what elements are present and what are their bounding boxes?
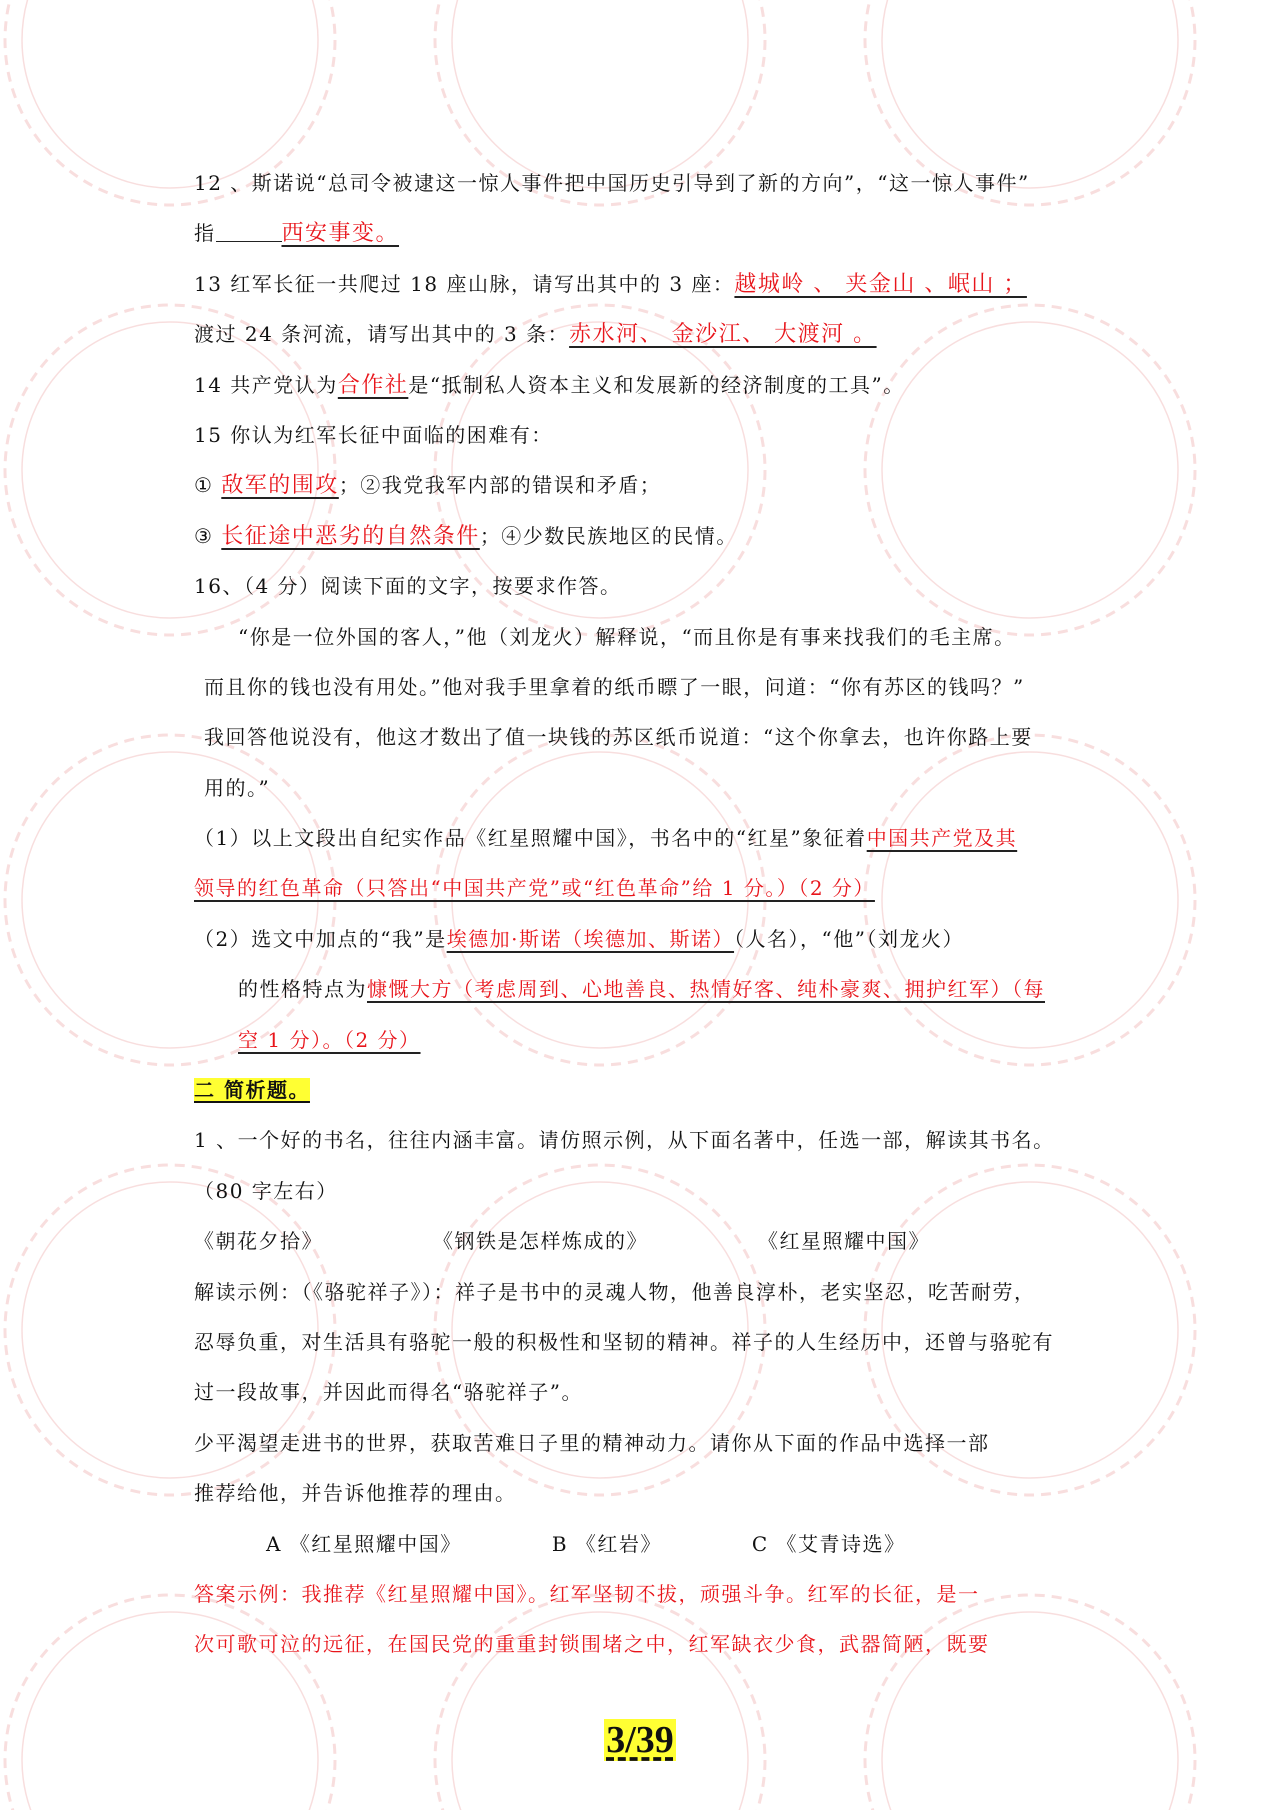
q16-sub1-answer-cont: 领导的红色革命（只答出“中国共产党”或“红色革命”给 1 分。）（2 分） [194,876,875,901]
q16-sub2-line2 [194,964,1094,1014]
q13-line2 [194,309,1094,359]
s2-q1-line: 1 、一个好的书名，往往内涵丰富。请仿照示例，从下面名著中，任选一部，解读其书名。 [194,1128,1055,1153]
q13-line1 [194,259,1094,309]
q12-blank [216,221,282,242]
s2-q2-line: 推荐给他，并告诉他推荐的理由。 [194,1481,517,1506]
s2-book-list [194,1216,1094,1266]
q16-passage-line: “你是一位外国的客人，”他（刘龙火）解释说，“而且你是有事来找我们的毛主席。 [238,624,1016,649]
q12-line2 [194,208,1094,258]
page-number-footer [0,1718,1280,1762]
q13-answer-mountains: 越城岭 、 夹金山 、岷山 ； [734,271,1027,297]
q16-stem: 16、（4 分）阅读下面的文字，按要求作答。 [194,574,622,599]
section2-heading-line [194,1065,1094,1115]
q16-sub1-line2 [194,863,1094,913]
page-number: 3/39 [606,1719,674,1761]
q16-passage-line: 而且你的钱也没有用处。”他对我手里拿着的纸币瞟了一眼，问道：“你有苏区的钱吗？” [204,674,1025,699]
book-title: 《朝花夕拾》 [194,1229,323,1254]
s2-example-line: 忍辱负重，对生活具有骆驼一般的积极性和坚韧的精神。祥子的人生经历中，还曾与骆驼有 [194,1329,1054,1354]
option-c: C 《艾青诗选》 [751,1531,906,1556]
q16-passage-line: 我回答他说没有，他这才数出了值一块钱的苏区纸币说道：“这个你拿去，也许你路上要 [204,725,1033,750]
q16-sub2-answer: 埃德加·斯诺（埃德加、斯诺） [446,926,735,951]
q16-sub2-prefix: （2）选文中加点的“我”是 [194,926,447,951]
q13-prefix-1: 13 红军长征一共爬过 18 座山脉，请写出其中的 3 座： [194,271,735,296]
q14-answer: 合作社 [337,372,409,398]
q15-item1-rest: ；②我党我军内部的错误和矛盾； [338,473,662,498]
q16-sub1-prefix: （1）以上文段出自纪实作品《红星照耀中国》，书名中的“红星”象征着 [194,826,867,851]
q15-item1 [194,460,1094,510]
q15-stem: 15 你认为红军长征中面临的困难有： [194,422,553,447]
q12-prefix: 指 [194,221,216,246]
option-a: A 《红星照耀中国》 [266,1531,462,1556]
q15-item1-mark: ① [194,473,214,498]
q15-item3 [194,511,1094,561]
q14-suffix: 是“抵制私人资本主义和发展新的经济制度的工具”。 [408,372,905,397]
q12-answer: 西安事变。 [281,221,400,247]
s2-answer-line: 次可歌可泣的远征，在国民党的重重封锁围堵之中，红军缺衣少食，武器简陋，既要 [194,1632,990,1657]
q14-prefix: 14 共产党认为 [194,372,338,397]
book-title: 《红星照耀中国》 [758,1229,930,1254]
q16-sub2-line2-answer: 慷慨大方（考虑周到、心地善良、热情好客、纯朴豪爽、拥护红军）（每 [367,977,1045,1002]
s2-answer-line: 答案示例：我推荐《红星照耀中国》。红军坚韧不拔，顽强斗争。红军的长征，是一 [194,1581,980,1606]
option-b: B 《红岩》 [551,1531,662,1556]
q16-sub2-suffix: （人名），“他”（刘龙火） [734,926,964,951]
q13-prefix-2: 渡过 24 条河流，请写出其中的 3 条： [194,322,570,347]
q16-sub2-line3-answer: 空 1 分）。（2 分） [238,1027,421,1052]
section2-heading: 二 简析题。 [194,1078,310,1103]
s2-q1-line: （80 字左右） [194,1178,338,1203]
q14-line [194,360,1094,410]
s2-options [194,1519,1094,1569]
page-content [194,158,1094,1670]
s2-example-line: 过一段故事，并因此而得名“骆驼祥子”。 [194,1380,583,1405]
q15-item3-rest: ；④少数民族地区的民情。 [479,523,738,548]
q12-line1: 12 、斯诺说“总司令被逮这一惊人事件把中国历史引导到了新的方向”，“这一惊人事件” [194,171,1030,195]
q15-item1-answer: 敌军的围攻 [221,473,339,499]
q15-item3-answer: 长征途中恶劣的自然条件 [221,523,480,549]
q16-sub1-answer: 中国共产党及其 [866,826,1018,851]
q16-passage-line: 用的。” [204,775,271,800]
q16-sub2-line2-prefix: 的性格特点为 [238,977,367,1002]
s2-example-line: 解读示例：（《骆驼祥子》）：祥子是书中的灵魂人物，他善良淳朴，老实坚忍，吃苦耐劳， [194,1279,1036,1304]
q16-sub1-line1 [194,813,1094,863]
s2-q2-line: 少平渴望走进书的世界，获取苦难日子里的精神动力。请你从下面的作品中选择一部 [194,1430,990,1455]
q15-item3-mark: ③ [194,523,214,548]
book-title: 《钢铁是怎样炼成的》 [433,1229,648,1254]
q16-sub2-line1 [194,914,1094,964]
q16-sub2-line3 [194,1015,1094,1065]
q13-answer-rivers: 赤水河、 金沙江、 大渡河 。 [569,322,877,348]
